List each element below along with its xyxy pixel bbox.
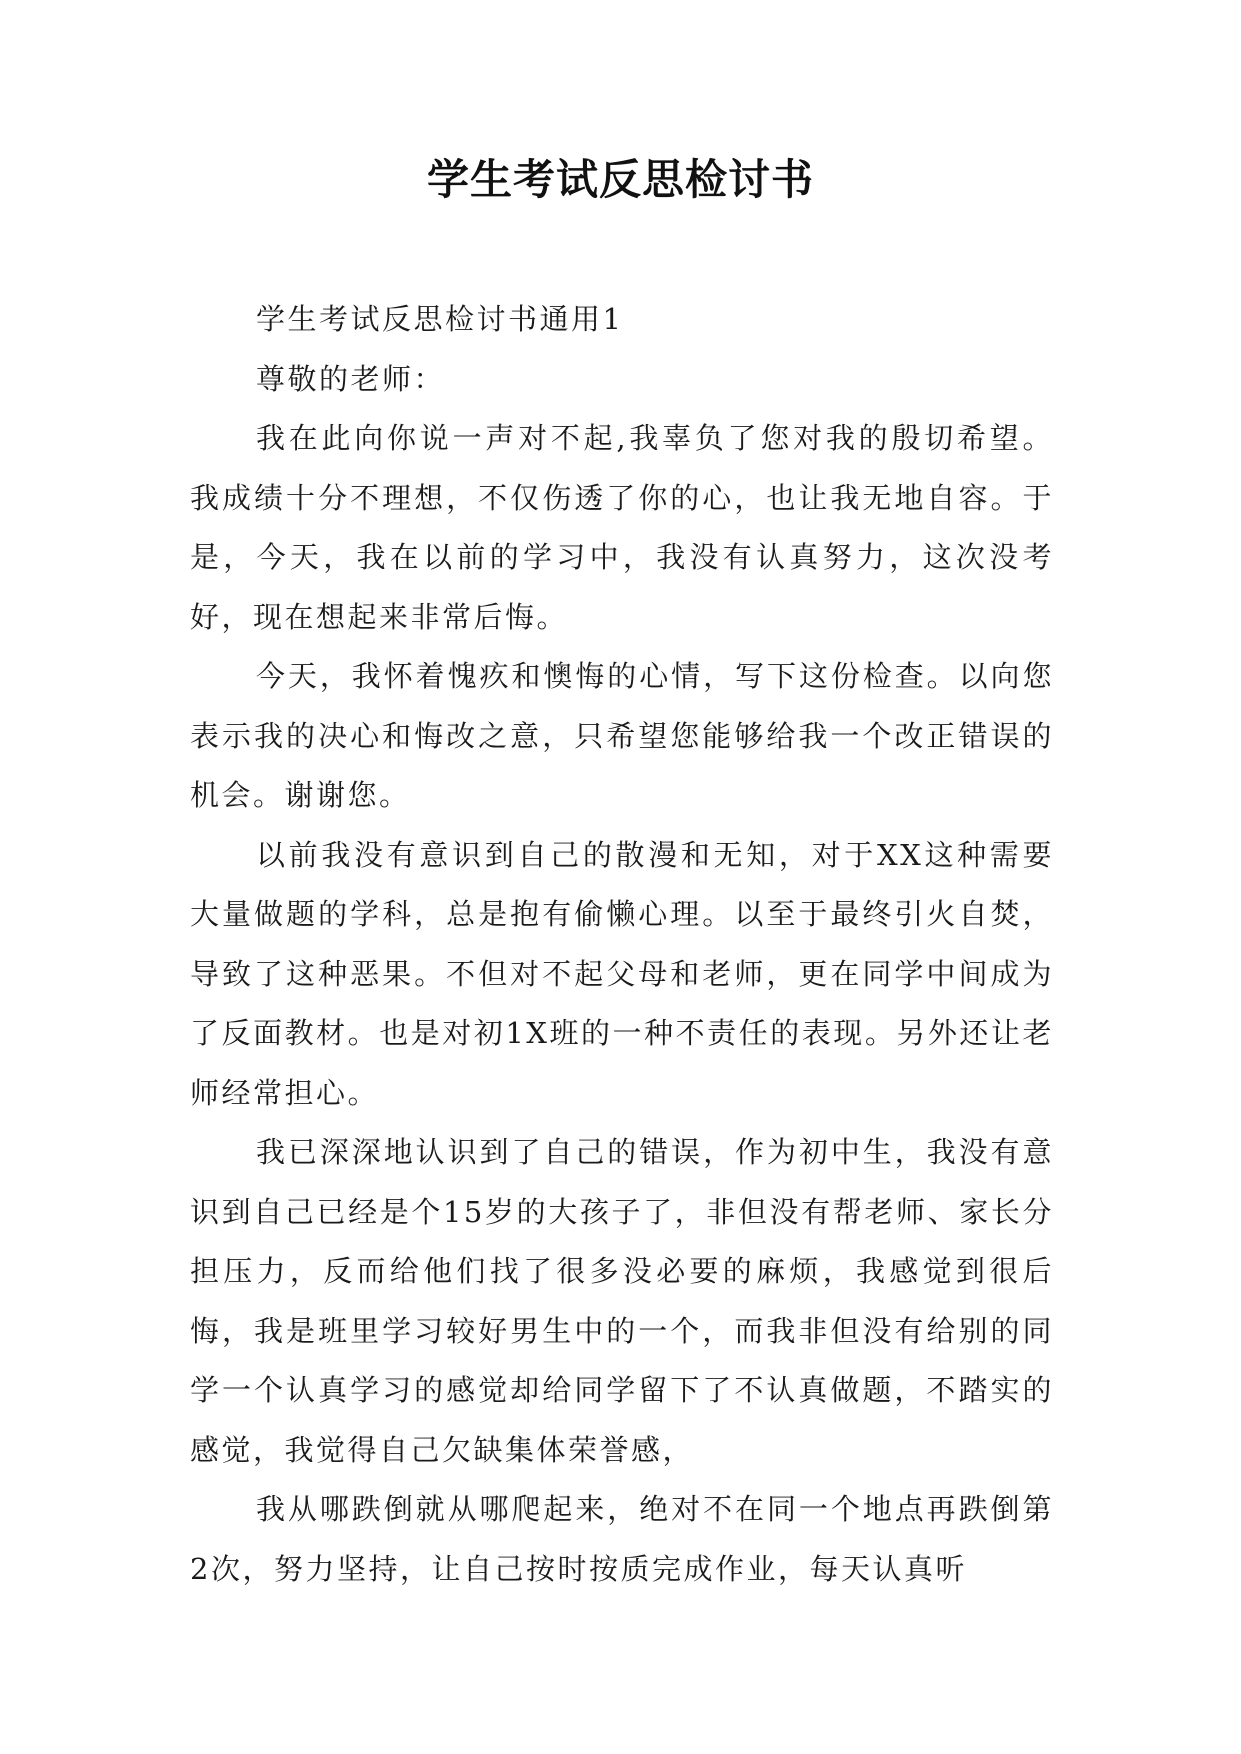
- document-title: 学生考试反思检讨书: [426, 155, 814, 204]
- paragraph-2: 今天，我怀着愧疚和懊悔的心情，写下这份检查。以向您表示我的决心和悔改之意，只希望您能够给我一个改正错误的机会。谢谢您。: [190, 659, 1054, 812]
- document-subtitle: 学生考试反思检讨书通用1: [256, 302, 624, 336]
- paragraph-5: 我从哪跌倒就从哪爬起来，绝对不在同一个地点再跌倒第2次，努力坚持，让自己按时按质完成作业，每天认真听: [190, 1492, 1054, 1586]
- paragraph-3: 以前我没有意识到自己的散漫和无知，对于XX这种需要大量做题的学科，总是抱有偷懒心理。以至于最终引火自焚，导致了这种恶果。不但对不起父母和老师，更在同学中间成为了反面教材。也是对初1X班的一种不责任的表现。另外还让老师经常担心。: [190, 837, 1054, 1110]
- document-body: [190, 290, 1054, 1599]
- paragraph-1: 我在此向你说一声对不起,我辜负了您对我的殷切希望。我成绩十分不理想，不仅伤透了你的心，也让我无地自容。于是，今天，我在以前的学习中，我没有认真努力，这次没考好，现在想起来非常后悔。: [190, 421, 1054, 634]
- paragraph-4: 我已深深地认识到了自己的错误，作为初中生，我没有意识到自己已经是个15岁的大孩子了，非但没有帮老师、家长分担压力，反而给他们找了很多没必要的麻烦，我感觉到很后悔，我是班里学习较好男生中的一个，而我非但没有给别的同学一个认真学习的感觉却给同学留下了不认真做题，不踏实的感觉，我觉得自己欠缺集体荣誉感，: [190, 1135, 1054, 1467]
- salutation: 尊敬的老师：: [256, 361, 446, 396]
